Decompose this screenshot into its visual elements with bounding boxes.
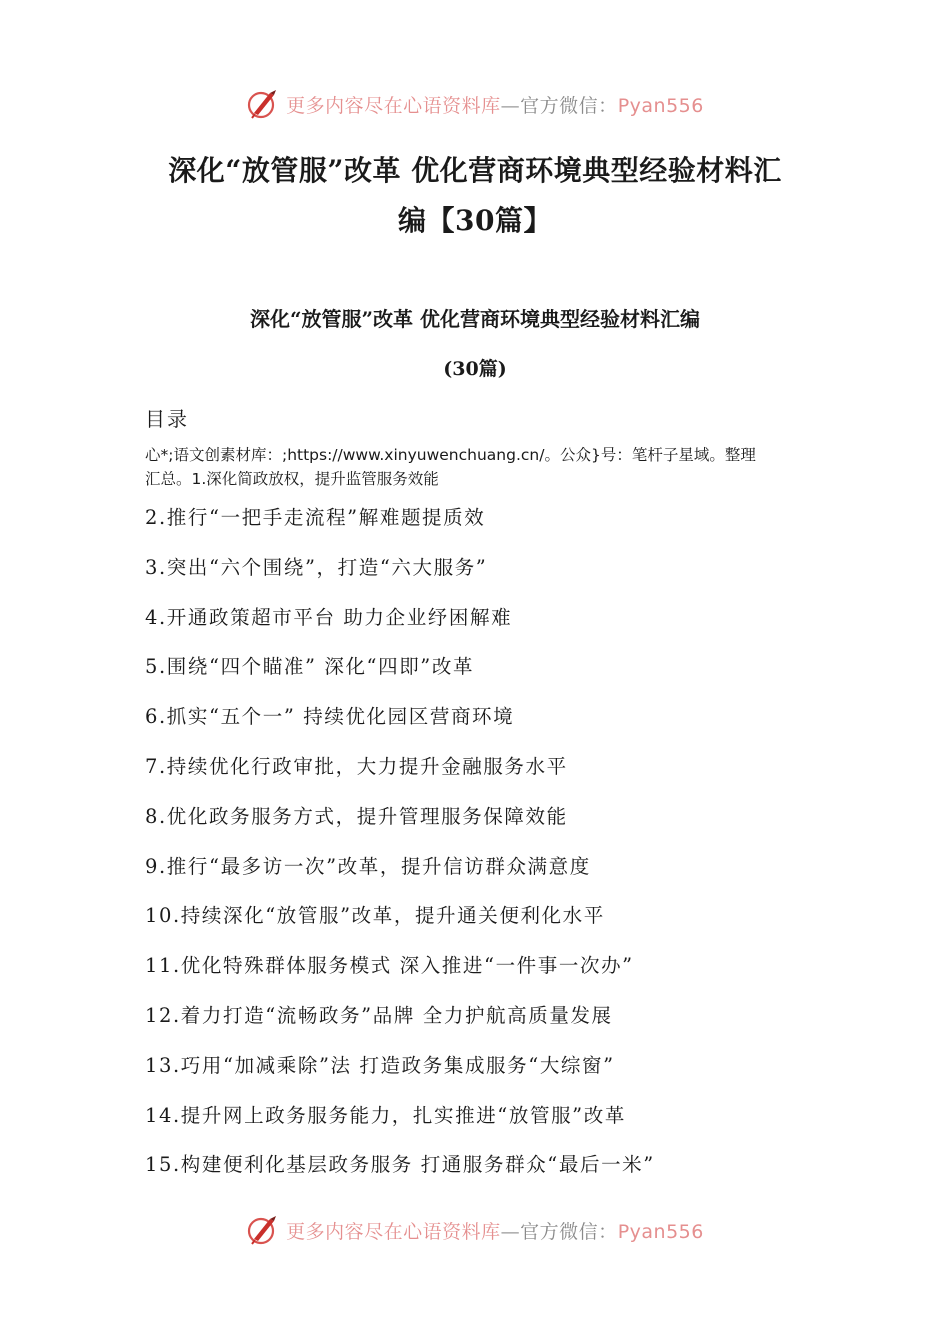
watermark-text: 更多内容尽在心语资料库—官方微信：Pyan556: [286, 1220, 704, 1243]
toc-item: 7.持续优化行政审批，大力提升金融服务水平: [145, 754, 568, 778]
toc-item: 2.推行“一把手走流程”解难题提质效: [145, 506, 486, 529]
document-title: [145, 146, 805, 246]
toc-list: [145, 503, 825, 1200]
toc-item: 5.围绕“四个瞄准” 深化“四即”改革: [145, 655, 475, 679]
toc-source-note: [145, 443, 815, 491]
toc-note-line-1: 心*;语文创素材库：;https://www.xinyuwenchuang.cn/。公众}号：笔杆子星域。整理: [145, 446, 756, 464]
quill-pen-logo-icon: [246, 1213, 280, 1247]
toc-item: 14.提升网上政务服务能力，扎实推进“放管服”改革: [145, 1103, 626, 1127]
toc-item: 15.构建便利化基层政务服务 打通服务群众“最后一米”: [145, 1153, 655, 1177]
toc-item: 8.优化政务服务方式，提升管理服务保障效能: [145, 804, 568, 828]
toc-item: 4.开通政策超市平台 助力企业纾困解难: [145, 605, 513, 629]
toc-heading: 目录: [145, 407, 189, 431]
footer-watermark-banner: [0, 1210, 950, 1250]
toc-note-line-2: 汇总。1.深化简政放权，提升监管服务效能: [145, 470, 439, 488]
document-title-line-2: 编【30篇】: [398, 204, 552, 237]
document-subtitle-count: (30篇): [443, 358, 507, 380]
toc-item: 9.推行“最多访一次”改革，提升信访群众满意度: [145, 854, 591, 878]
watermark-text: 更多内容尽在心语资料库—官方微信：Pyan556: [286, 94, 704, 117]
toc-item: 12.着力打造“流畅政务”品牌 全力护航高质量发展: [145, 1003, 613, 1027]
toc-item: 3.突出“六个围绕”，打造“六大服务”: [145, 555, 488, 579]
document-title-line-1: 深化“放管服”改革 优化营商环境典型经验材料汇: [168, 154, 782, 187]
toc-item: 10.持续深化“放管服”改革，提升通关便利化水平: [145, 904, 605, 928]
toc-item: 6.抓实“五个一” 持续优化园区营商环境: [145, 705, 515, 729]
toc-item: 11.优化特殊群体服务模式 深入推进“一件事一次办”: [145, 954, 634, 978]
quill-pen-logo-icon: [246, 87, 280, 121]
header-watermark-banner: [0, 84, 950, 124]
document-subtitle: 深化“放管服”改革 优化营商环境典型经验材料汇编: [250, 307, 700, 331]
toc-item: 13.巧用“加减乘除”法 打造政务集成服务“大综窗”: [145, 1053, 615, 1077]
